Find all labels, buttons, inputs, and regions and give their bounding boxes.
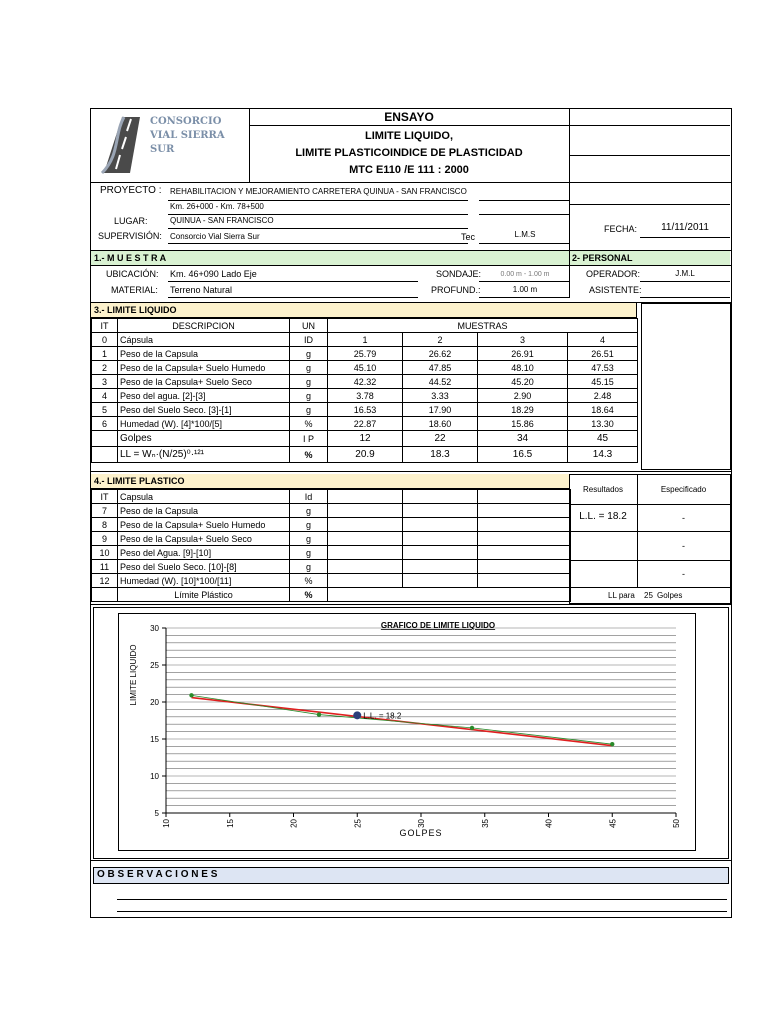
- table-row: [92, 417, 638, 431]
- golpes-label: Golpes: [118, 431, 290, 447]
- profund-value: 1.00 m: [512, 285, 538, 294]
- row-desc: Humedad (W). [10]*100/[11]: [118, 574, 290, 588]
- tec-label: Tec: [461, 232, 476, 242]
- logo-line-3: SUR: [150, 144, 175, 155]
- golpes-unit: I P: [290, 431, 328, 447]
- table-row: [92, 574, 571, 588]
- y-tick-label: 25: [150, 661, 159, 670]
- report-title-1: LIMITE LIQUIDO,: [365, 130, 453, 142]
- ll-title: 3.- LIMITE LIQUIDO: [94, 305, 177, 315]
- lp-title: 4.- LIMITE PLASTICO: [94, 476, 185, 486]
- x-tick-label: 10: [162, 819, 171, 828]
- chart-title: GRAFICO DE LIMITE LIQUIDO: [380, 621, 496, 630]
- row-desc: Peso de la Capsula+ Suelo Seco: [118, 375, 290, 389]
- row-un: g: [290, 504, 328, 518]
- spec-dash-3: -: [682, 569, 685, 579]
- cell: 13.30: [568, 417, 638, 431]
- row-desc: Peso del Suelo Seco. [3]-[1]: [118, 403, 290, 417]
- cell: 16.53: [328, 403, 403, 417]
- road-icon: [100, 115, 150, 175]
- cell: 26.51: [568, 347, 638, 361]
- cell: 1: [328, 333, 403, 347]
- x-tick-label: 45: [608, 819, 618, 828]
- cell: 45.15: [568, 375, 638, 389]
- limite-plastico-table: [91, 489, 571, 602]
- y-tick-label: 15: [150, 735, 159, 744]
- row-un: g: [290, 361, 328, 375]
- row-un: g: [290, 560, 328, 574]
- supervision-label: SUPERVISIÓN:: [98, 231, 162, 241]
- fecha-value: 11/11/2011: [661, 222, 709, 233]
- table-row: [92, 546, 571, 560]
- row-desc: Peso del Agua. [9]-[10]: [118, 546, 290, 560]
- ubicacion-value: Km. 46+090 Lado Eje: [170, 269, 257, 279]
- cell: 42.32: [328, 375, 403, 389]
- fecha-label: FECHA:: [604, 224, 638, 234]
- row-it: 1: [92, 347, 118, 361]
- muestra-title: 1.- M U E S T R A: [94, 253, 167, 263]
- row-it: 5: [92, 403, 118, 417]
- ll-formula-unit: %: [290, 447, 328, 463]
- y-tick-label: 20: [150, 698, 159, 707]
- x-tick-label: 30: [417, 819, 426, 828]
- y-axis-label: LIMITE LIQUIDO: [129, 644, 138, 706]
- ll-result-value: L.L. = 18.2: [579, 511, 627, 522]
- cell: 22.87: [328, 417, 403, 431]
- material-label: MATERIAL:: [111, 285, 158, 295]
- row-it: 12: [92, 574, 118, 588]
- cell: 44.52: [403, 375, 478, 389]
- row-it: 8: [92, 518, 118, 532]
- lugar-label: LUGAR:: [114, 216, 148, 226]
- sondaje-label: SONDAJE:: [436, 269, 482, 279]
- cell: 18.29: [478, 403, 568, 417]
- cell: 12: [328, 431, 403, 447]
- resultados-header: Resultados: [582, 485, 624, 494]
- material-value: Terreno Natural: [170, 285, 233, 295]
- personal-title: 2- PERSONAL: [572, 253, 633, 263]
- row-desc: Capsula: [118, 490, 290, 504]
- x-tick-label: 15: [225, 819, 235, 828]
- cell: 3.33: [403, 389, 478, 403]
- data-point: [189, 693, 193, 697]
- spec-dash-1: -: [682, 513, 685, 523]
- cell: 14.3: [568, 447, 638, 463]
- report-title-2: LIMITE PLASTICOINDICE DE PLASTICIDAD: [295, 147, 523, 159]
- ll-formula: LL = Wₙ·(N/25)⁰·¹²¹: [118, 447, 290, 463]
- lp-unit: %: [290, 588, 328, 602]
- y-tick-label: 30: [150, 624, 159, 633]
- ll-head-muestras: MUESTRAS: [328, 319, 638, 333]
- row-desc: Peso de la Capsula+ Suelo Humedo: [118, 518, 290, 532]
- row-un: g: [290, 518, 328, 532]
- x-tick-label: 20: [289, 819, 299, 828]
- row-desc: Peso de la Capsula+ Suelo Humedo: [118, 361, 290, 375]
- data-point: [470, 726, 474, 730]
- table-row: [92, 518, 571, 532]
- cell: 18.60: [403, 417, 478, 431]
- cell: 16.5: [478, 447, 568, 463]
- asistente-label: ASISTENTE:: [589, 285, 642, 295]
- ll-formula-row: [92, 447, 638, 463]
- row-desc: Peso del Suelo Seco. [10]-[8]: [118, 560, 290, 574]
- lugar-value: QUINUA - SAN FRANCISCO: [170, 216, 274, 225]
- row-it: 6: [92, 417, 118, 431]
- ll-marker-label: L.L. = 18.2: [363, 711, 402, 721]
- x-tick-label: 50: [672, 819, 681, 828]
- row-it: 7: [92, 504, 118, 518]
- row-desc: Peso de la Capsula: [118, 347, 290, 361]
- row-un: Id: [290, 490, 328, 504]
- y-tick-label: 5: [154, 809, 159, 818]
- row-un: g: [290, 546, 328, 560]
- table-row: [92, 347, 638, 361]
- row-desc: Peso de la Capsula+ Suelo Seco: [118, 532, 290, 546]
- cell: 26.91: [478, 347, 568, 361]
- cell: 3: [478, 333, 568, 347]
- row-it: 10: [92, 546, 118, 560]
- cell: 47.53: [568, 361, 638, 375]
- ll-para-n: 25: [644, 591, 653, 600]
- cell: 18.64: [568, 403, 638, 417]
- table-row: [92, 403, 638, 417]
- cell: 2.90: [478, 389, 568, 403]
- row-desc: Peso del agua. [2]-[3]: [118, 389, 290, 403]
- especificado-header: Especificado: [660, 485, 707, 494]
- row-un: ID: [290, 333, 328, 347]
- table-row: [92, 389, 638, 403]
- table-row: [92, 375, 638, 389]
- golpes-row: [92, 431, 638, 447]
- x-tick-label: 40: [544, 819, 554, 828]
- row-it: 4: [92, 389, 118, 403]
- y-tick-label: 10: [150, 772, 159, 781]
- logo-line-2: VIAL SIERRA: [150, 130, 225, 141]
- table-row: [92, 504, 571, 518]
- row-un: %: [290, 574, 328, 588]
- report-title-3: MTC E110 /E 111 : 2000: [349, 164, 469, 176]
- proyecto-value: REHABILITACION Y MEJORAMIENTO CARRETERA QUINUA - SAN FRANCISCO: [170, 187, 467, 196]
- spec-dash-2: -: [682, 541, 685, 551]
- cell: 45.20: [478, 375, 568, 389]
- cell: 47.85: [403, 361, 478, 375]
- row-desc: Cápsula: [118, 333, 290, 347]
- x-tick-label: 35: [480, 819, 490, 828]
- lp-label: Límite Plástico: [118, 588, 290, 602]
- profund-label: PROFUND.:: [431, 285, 481, 295]
- table-row: [92, 333, 638, 347]
- cell: 17.90: [403, 403, 478, 417]
- liquid-limit-chart: [118, 613, 694, 849]
- table-row: [92, 361, 638, 375]
- row-un: g: [290, 532, 328, 546]
- cell: 20.9: [328, 447, 403, 463]
- row-desc: Humedad (W). [4]*100/[5]: [118, 417, 290, 431]
- row-un: g: [290, 403, 328, 417]
- ll-head-it: IT: [92, 319, 118, 333]
- proyecto-label: PROYECTO :: [100, 185, 162, 196]
- cell: 48.10: [478, 361, 568, 375]
- supervision-value: Consorcio Vial Sierra Sur: [170, 232, 260, 241]
- sondaje-value: 0.00 m - 1.00 m: [500, 271, 550, 278]
- limite-liquido-table: [91, 318, 638, 463]
- company-logo: [100, 113, 240, 175]
- cell: 26.62: [403, 347, 478, 361]
- ll-head-un: UN: [290, 319, 328, 333]
- km-value: Km. 26+000 - Km. 78+500: [170, 202, 264, 211]
- row-un: g: [290, 389, 328, 403]
- logo-line-1: CONSORCIO: [150, 116, 222, 127]
- observaciones-title: O B S E R V A C I O N E S: [97, 869, 218, 880]
- cell: 45.10: [328, 361, 403, 375]
- cell: 22: [403, 431, 478, 447]
- cell: 45: [568, 431, 638, 447]
- ll-head-desc: DESCRIPCION: [118, 319, 290, 333]
- operador-label: OPERADOR:: [586, 269, 641, 279]
- table-row: [92, 490, 571, 504]
- series-segment: [472, 728, 612, 744]
- operador-value: J.M.L: [675, 269, 695, 278]
- cell: 15.86: [478, 417, 568, 431]
- ll-para-label: LL para: [608, 591, 635, 600]
- x-tick-label: 25: [353, 819, 363, 828]
- ensayo-heading: ENSAYO: [384, 110, 434, 124]
- ll-para-unit: Golpes: [657, 591, 683, 600]
- cell: 2.48: [568, 389, 638, 403]
- cell: 3.78: [328, 389, 403, 403]
- row-it: 9: [92, 532, 118, 546]
- cell: 4: [568, 333, 638, 347]
- ll-marker: [353, 711, 361, 719]
- ubicacion-label: UBICACIÓN:: [106, 269, 159, 279]
- data-point: [610, 742, 614, 746]
- row-it: 11: [92, 560, 118, 574]
- ll-side-box: [641, 303, 731, 470]
- table-row: [92, 532, 571, 546]
- x-axis-label: GOLPES: [399, 828, 443, 838]
- tec-value: L.M.S: [514, 230, 536, 239]
- cell: 2: [403, 333, 478, 347]
- row-it: IT: [92, 490, 118, 504]
- row-desc: Peso de la Capsula: [118, 504, 290, 518]
- series-segment: [192, 695, 320, 714]
- row-it: 3: [92, 375, 118, 389]
- cell: 18.3: [403, 447, 478, 463]
- cell: 25.79: [328, 347, 403, 361]
- lp-result-row: [92, 588, 571, 602]
- row-un: %: [290, 417, 328, 431]
- row-it: 0: [92, 333, 118, 347]
- data-point: [317, 712, 321, 716]
- row-un: g: [290, 347, 328, 361]
- row-it: 2: [92, 361, 118, 375]
- row-un: g: [290, 375, 328, 389]
- cell: 34: [478, 431, 568, 447]
- table-row: [92, 560, 571, 574]
